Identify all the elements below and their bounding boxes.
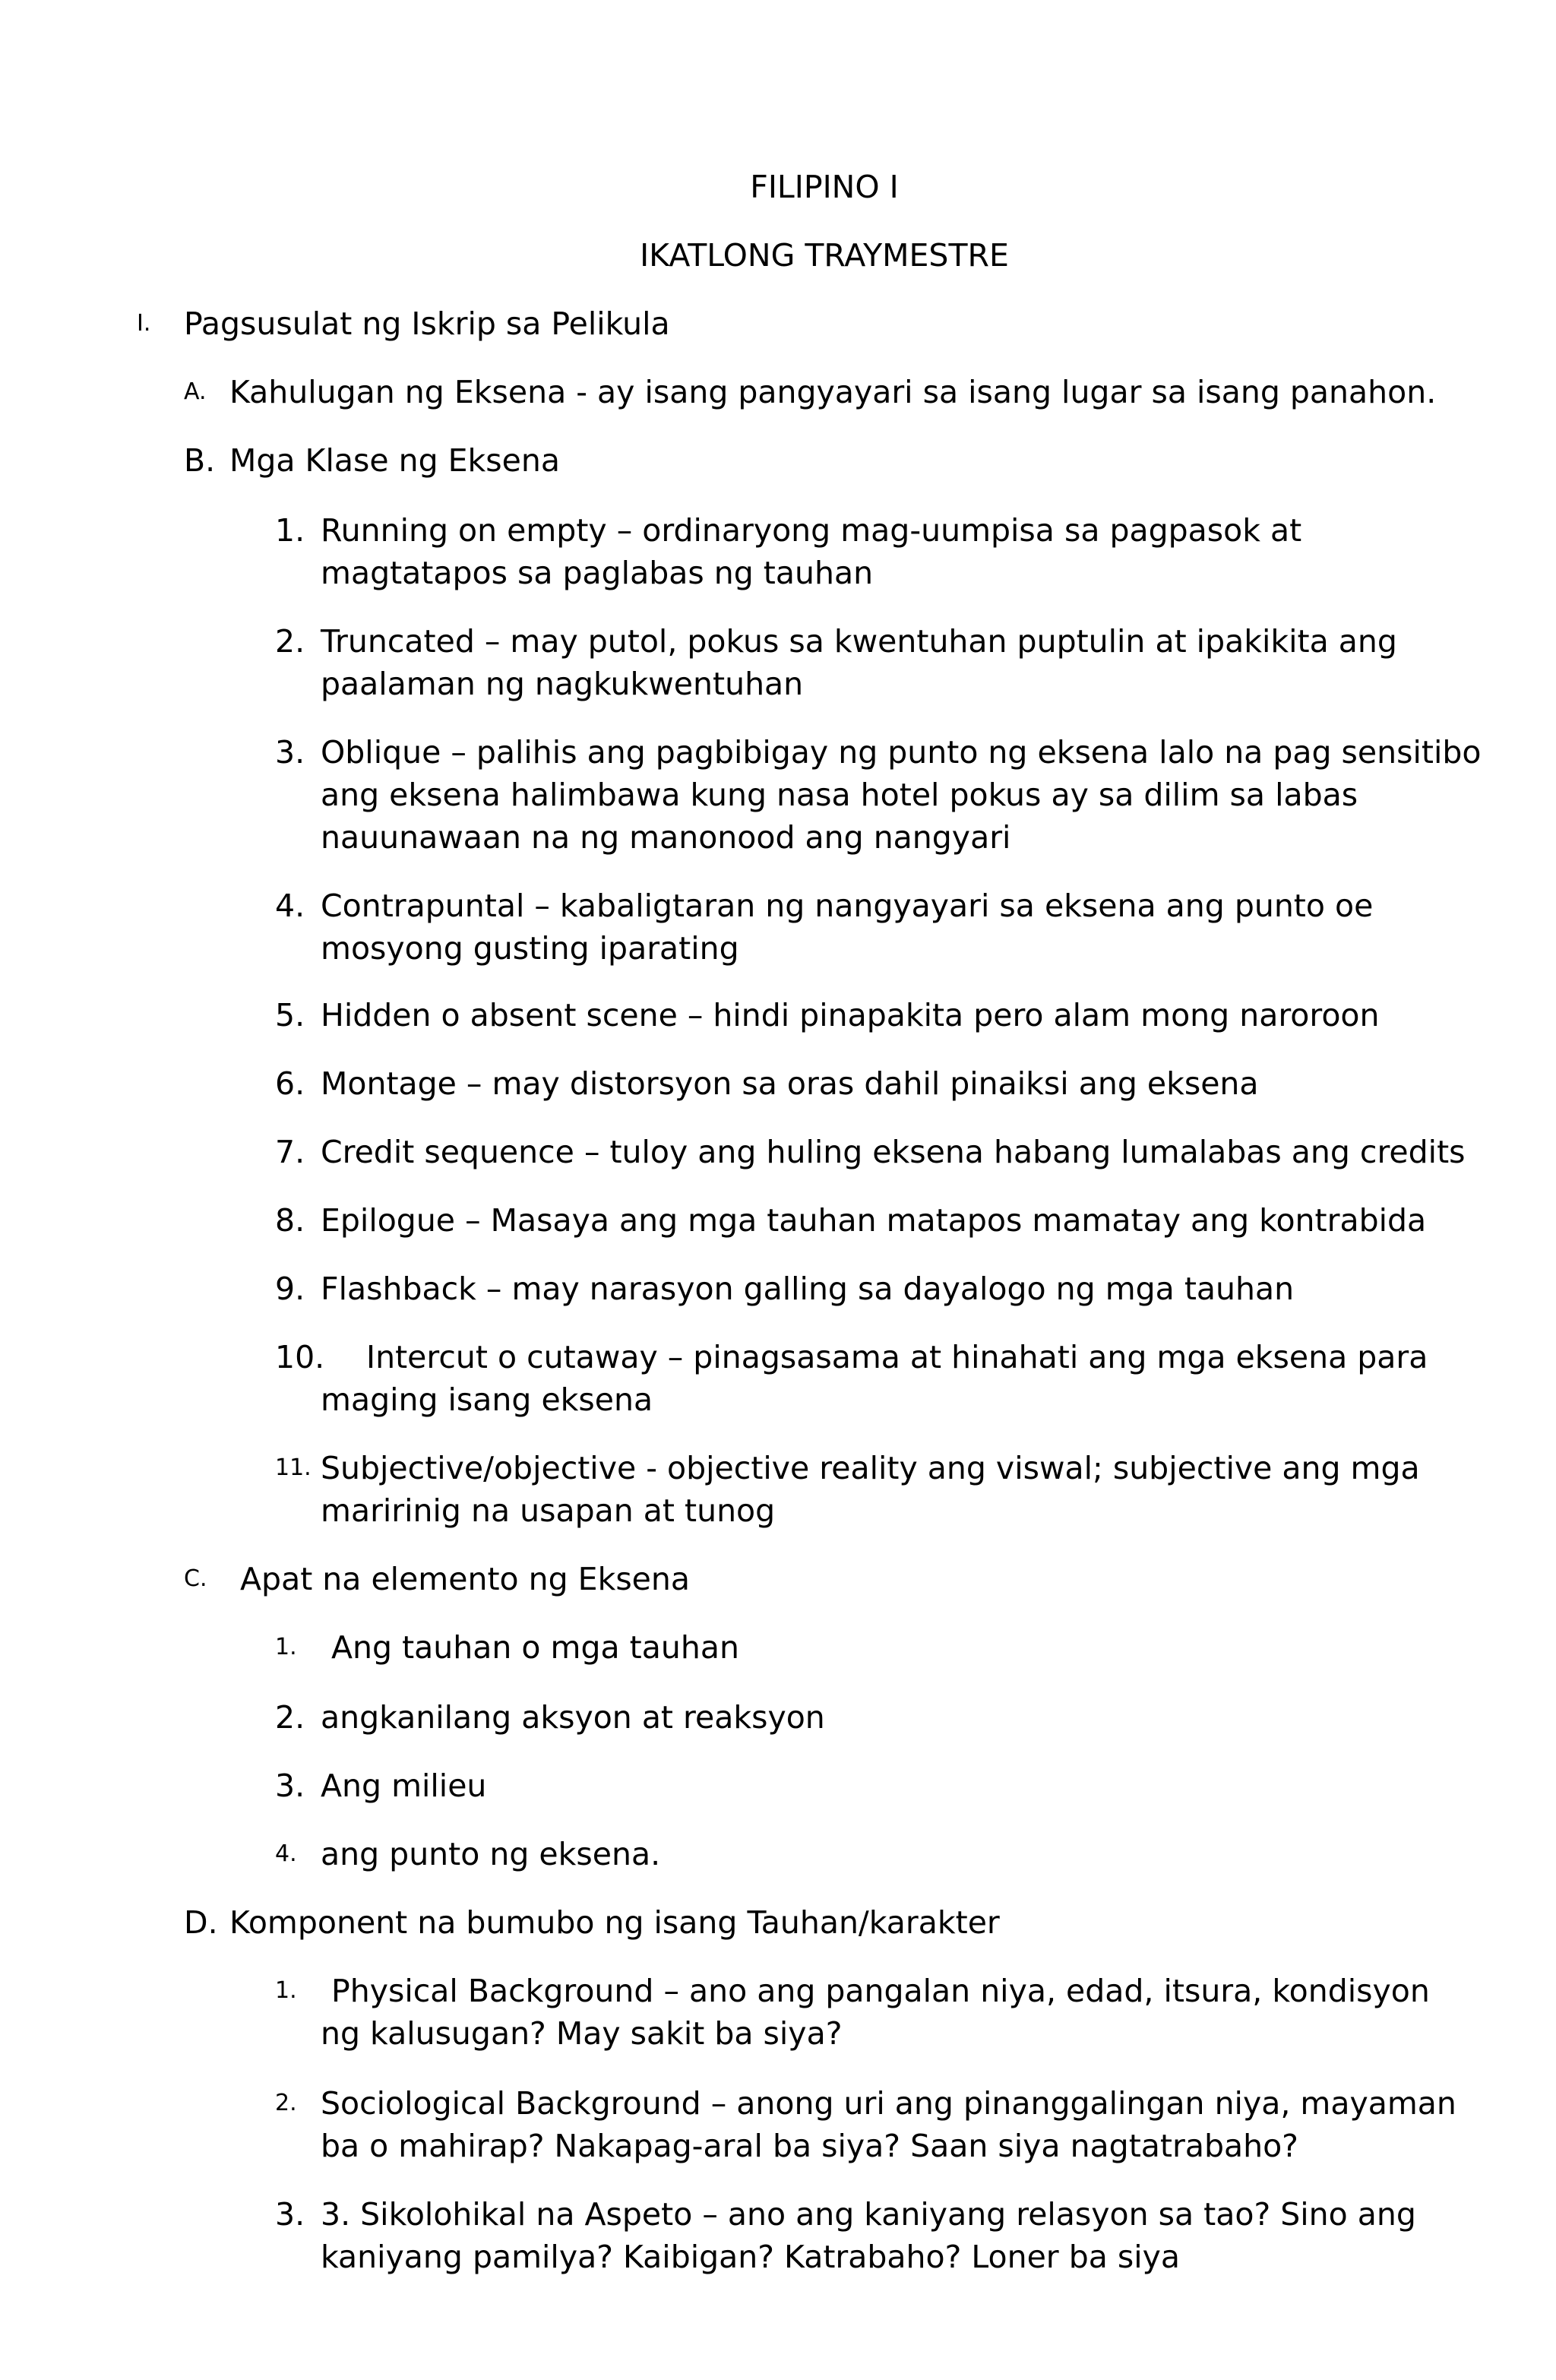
list-item-text: angkanilang aksyon at reaksyon [321,1699,825,1736]
list-item-text: maririnig na usapan at tunog [321,1492,776,1529]
list-item-text: Ang tauhan o mga tauhan [331,1629,739,1666]
list-item-text: Contrapuntal – kabaligtaran ng nangyayari sa eksena ang punto oe [321,888,1374,924]
list-item-text: 3. Sikolohikal na Aspeto – ano ang kaniyang relasyon sa tao? Sino ang [321,2196,1416,2233]
list-item-text: Oblique – palihis ang pagbibigay ng punto ng eksena lalo na pag sensitibo [321,734,1482,771]
list-item-text: ang punto ng eksena. [321,1836,661,1872]
list-item-text: Intercut o cutaway – pinagsasama at hinahati ang mga eksena para [366,1339,1428,1375]
subsection-marker: B. [184,442,216,479]
list-item-marker: 5. [275,997,305,1033]
list-item-text: Ang milieu [321,1768,487,1804]
section-marker: I. [137,310,151,337]
list-item-marker: 4. [275,888,305,924]
list-item-text: ng kalusugan? May sakit ba siya? [321,2015,843,2052]
document-subtitle: IKATLONG TRAYMESTRE [640,237,1009,274]
section-heading: Pagsusulat ng Iskrip sa Pelikula [184,305,670,342]
list-item-text: Flashback – may narasyon galling sa dayalogo ng mga tauhan [321,1271,1295,1307]
list-item-text: nauunawaan na ng manonood ang nangyari [321,819,1011,856]
list-item-marker: 2. [275,2090,297,2116]
list-item-marker: 2. [275,623,305,660]
list-item-text: ang eksena halimbawa kung nasa hotel pokus ay sa dilim sa labas [321,777,1358,813]
list-item-text: Running on empty – ordinaryong mag-uumpisa sa pagpasok at [321,512,1302,549]
list-item-marker: 7. [275,1134,305,1170]
list-item-text: Truncated – may putol, pokus sa kwentuhan puptulin at ipakikita ang [321,623,1397,660]
list-item-marker: 3. [275,2196,305,2233]
list-item-text: Hidden o absent scene – hindi pinapakita pero alam mong naroroon [321,997,1380,1033]
subsection-heading: Mga Klase ng Eksena [229,442,560,479]
list-item-marker: 1. [275,1634,297,1660]
list-item-marker: 3. [275,1768,305,1804]
list-item-marker: 3. [275,734,305,771]
list-item-text: Epilogue – Masaya ang mga tauhan matapos mamatay ang kontrabida [321,1202,1427,1239]
list-item-text: Montage – may distorsyon sa oras dahil pinaiksi ang eksena [321,1065,1259,1102]
subsection-heading: Apat na elemento ng Eksena [240,1561,691,1597]
list-item-text: Subjective/objective - objective reality ang viswal; subjective ang mga [321,1450,1420,1486]
list-item-text: ba o mahirap? Nakapag-aral ba siya? Saan siya nagtatrabaho? [321,2128,1298,2164]
list-item-text: magtatapos sa paglabas ng tauhan [321,555,874,591]
list-item-marker: 10. [275,1339,325,1375]
list-item-marker: 2. [275,1699,305,1736]
list-item-text: maging isang eksena [321,1381,653,1418]
document-title: FILIPINO I [750,169,899,205]
list-item-text: Physical Background – ano ang pangalan niya, edad, itsura, kondisyon [331,1973,1430,2009]
list-item-marker: 1. [275,512,305,549]
list-item-marker: 4. [275,1840,297,1867]
subsection-marker: D. [184,1904,218,1941]
list-item-text: mosyong gusting iparating [321,930,739,967]
list-item-text: Credit sequence – tuloy ang huling eksena habang lumalabas ang credits [321,1134,1466,1170]
list-item-text: paalaman ng nagkukwentuhan [321,666,804,702]
list-item-marker: 11. [275,1454,312,1481]
subsection-marker: C. [184,1565,207,1592]
subsection-heading: Komponent na bumubo ng isang Tauhan/karakter [229,1904,1000,1941]
list-item-marker: 9. [275,1271,305,1307]
list-item-text: Sociological Background – anong uri ang pinanggalingan niya, mayaman [321,2085,1456,2122]
subsection-marker: A. [184,378,207,405]
list-item-marker: 1. [275,1977,297,2004]
list-item-marker: 8. [275,1202,305,1239]
definition-text: Kahulugan ng Eksena - ay isang pangyayari sa isang lugar sa isang panahon. [229,374,1437,410]
list-item-text: kaniyang pamilya? Kaibigan? Katrabaho? Loner ba siya [321,2239,1181,2275]
list-item-marker: 6. [275,1065,305,1102]
